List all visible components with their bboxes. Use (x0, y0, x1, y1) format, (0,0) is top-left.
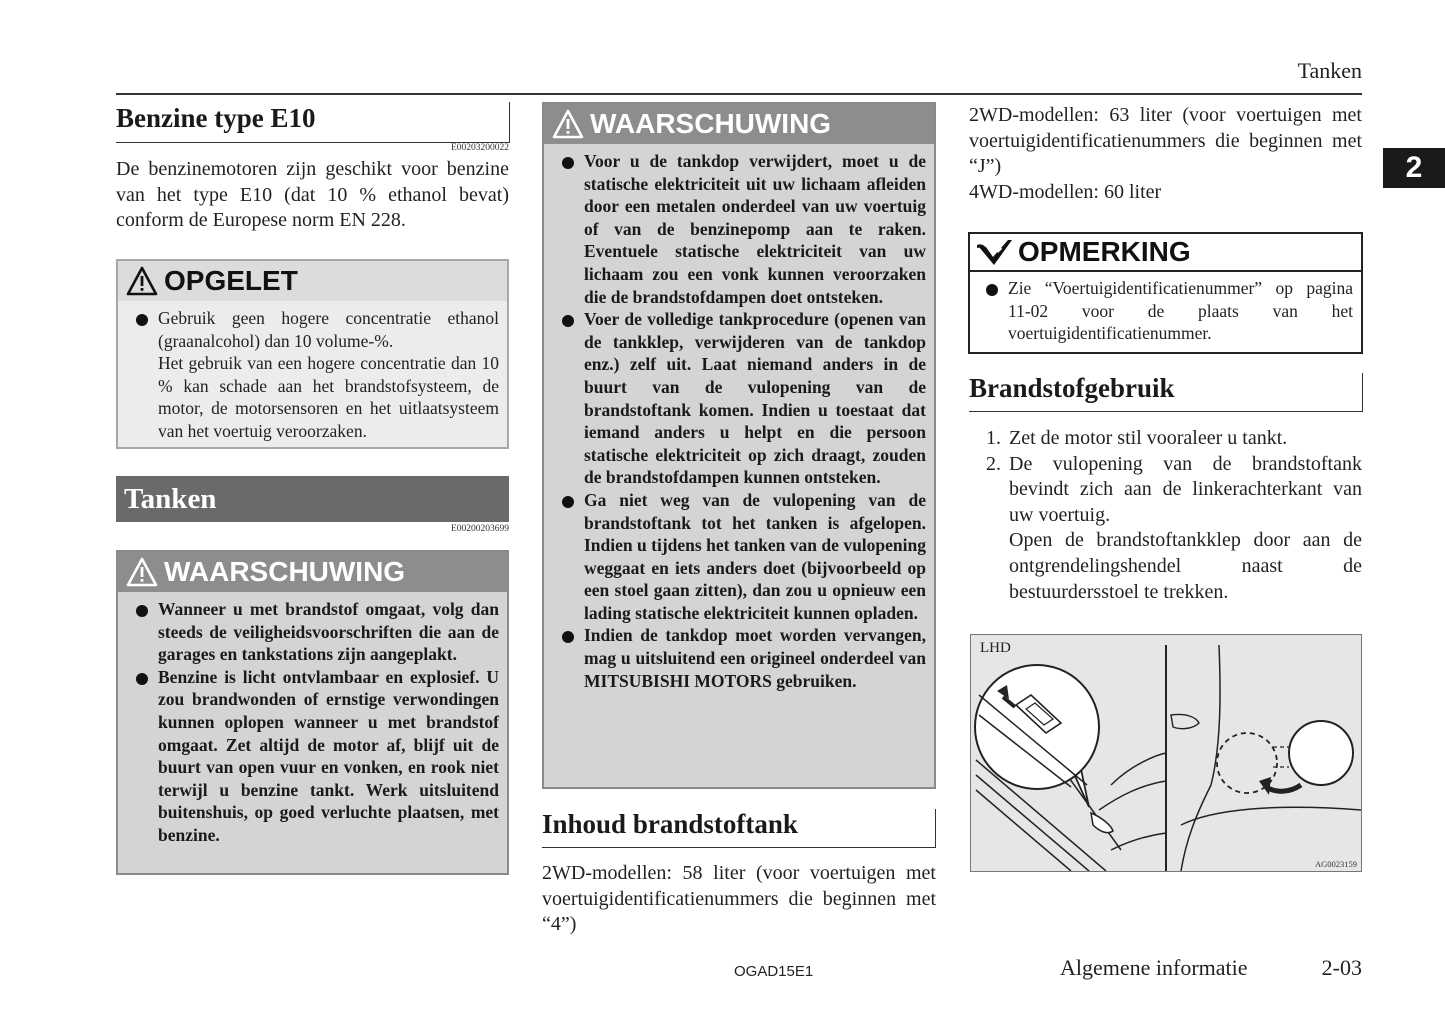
list-item (124, 307, 499, 443)
list-item (969, 426, 1362, 452)
chapter-tab: 2 (1383, 148, 1445, 188)
document-code: OGAD15E1 (734, 963, 814, 980)
warning-header-2 (544, 104, 934, 144)
tanken-heading: Tanken (124, 482, 217, 515)
benzine-code: E00203200022 (450, 143, 509, 153)
warning-header-1 (118, 552, 507, 592)
list-item: Ga niet weg van de vulopening van de brandstoftank tot het tanken is afgelopen. Indien u tijdens het tanken van de vulopening weggaat en iets anders doet (bijvoorbeeld op een stoel gaan zitten), dan zou u opnieuw een lading statische elektriciteit kunnen opladen. (550, 489, 926, 625)
header-rule (116, 93, 1362, 95)
note-title: OPMERKING (1018, 236, 1191, 267)
capacity-line-1: 2WD-modellen: 63 liter (voor voertuigen met voertuigidentificatienummers die beginnen met “J”) (969, 104, 1362, 178)
figure-code: AG0023159 (1314, 859, 1357, 869)
running-header: Tanken (1297, 58, 1362, 83)
warning-triangle-icon (126, 557, 158, 587)
list-item: Benzine is licht ontvlambaar en explosief. U zou brandwonden of ernstige verwondingen kunnen oplopen wanneer u met brandstof omgaat. Zet altijd de motor af, blijf uit de buurt van open vuur en vonken, en rook niet terwijl u benzine tankt. Werk uitsluitend buitenshuis, op goed verluchte plaatsen, met benzine. (124, 666, 499, 847)
note-list (970, 272, 1361, 345)
caution-item-2: Het gebruik van een hogere concentratie dan 10 % kan schade aan het brandstofsysteem, de motor, de motorsensoren en het uitlaatsysteem van het voertuig veroorzaken. (158, 353, 499, 441)
capacity-text (969, 103, 1362, 205)
list-item: Indien de tankdop moet worden vervangen, mag u uitsluitend een origineel onderdeel van MITSUBISHI MOTORS gebruiken. (550, 624, 926, 692)
warning-triangle-icon (552, 109, 584, 139)
list-item: Voer de volledige tankprocedure (openen van de tankklep, verwijderen van de tankdop enz.) zelf uit. Laat niemand anders in de buurt van de vulopening van de brandstoftank komen. Indien u toestaat dat iemand anders u helpt en die persoon statische elektriciteit op zich draagt, zouden de brandstofdampen kunnen ontsteken. (550, 308, 926, 489)
step-extra-2: Open de brandstoftankklep door aan de ontgrendelingshendel naast de bestuurdersstoel te trekken. (1009, 529, 1362, 603)
fuel-door-illustration (970, 634, 1362, 872)
list-item (969, 452, 1362, 606)
step-number-1: 1. (986, 427, 1001, 449)
caution-box (116, 259, 509, 449)
benzine-text: De benzinemotoren zijn geschikt voor benzine van het type E10 (dat 10 % ethanol bevat) conform de Europese norm EN 228. (116, 158, 509, 232)
step-text-1: Zet de motor stil vooraleer u tankt. (1009, 427, 1288, 449)
capacity-line-2: 4WD-modellen: 60 liter (969, 180, 1162, 203)
note-header (970, 234, 1361, 272)
list-item: Voor u de tankdop verwijdert, moet u de statische elektriciteit uit uw lichaam afleiden door een metalen onderdeel van uw voertuig of van de benzinepomp aan te raken. Eventuele statische elektriciteit van uw lichaam zou een vonk kunnen veroorzaken die de brandstofdampen doet ontsteken. (550, 150, 926, 308)
illustration-drawing (971, 635, 1361, 871)
benzine-heading: Benzine type E10 (116, 103, 316, 133)
list-item: Wanneer u met brandstof omgaat, volg dan steeds de veiligheidsvoorschriften die aan de garages en tankstations zijn aangeplakt. (124, 598, 499, 666)
caution-header (118, 261, 507, 301)
warning-box-1 (116, 550, 509, 875)
list-item: Zie “Voertuigidentificatienummer” op pagina 11-02 voor de plaats van het voertuigidentificatienummer. (974, 277, 1353, 345)
tanken-code: E00200203699 (450, 524, 509, 534)
caution-item-1: Gebruik geen hogere concentratie ethanol (graanalcohol) dan 10 volume-%. (158, 308, 499, 351)
warning-list-1 (118, 592, 507, 847)
warning-list-2 (544, 144, 934, 692)
inhoud-heading: Inhoud brandstoftank (542, 809, 798, 839)
tanken-section-bar (116, 476, 509, 522)
caution-list (118, 301, 507, 443)
warning-triangle-icon (126, 266, 158, 296)
note-box (968, 232, 1363, 354)
note-checkmark-icon (976, 237, 1014, 267)
brandstofgebruik-heading-frame (969, 373, 1363, 412)
figure-label: LHD (980, 640, 1011, 656)
step-text-2: De vulopening van de brandstoftank bevindt zich aan de linkerachterkant van uw voertuig. (1009, 452, 1362, 526)
inhoud-text: 2WD-modellen: 58 liter (voor voertuigen met voertuigidentificatienummers die beginnen met “4”) (542, 862, 936, 936)
brandstofgebruik-heading: Brandstofgebruik (969, 373, 1175, 403)
step-number-2: 2. (986, 452, 1001, 475)
steps-list (969, 426, 1362, 605)
page-number: 2-03 (1321, 955, 1362, 980)
warning-title-2: WAARSCHUWING (590, 108, 832, 139)
warning-box-2 (542, 102, 936, 789)
caution-title: OPGELET (164, 265, 298, 296)
benzine-heading-frame (116, 102, 510, 143)
inhoud-heading-frame (542, 809, 936, 848)
warning-title-1: WAARSCHUWING (164, 556, 406, 587)
footer-section-title: Algemene informatie (1060, 955, 1248, 980)
